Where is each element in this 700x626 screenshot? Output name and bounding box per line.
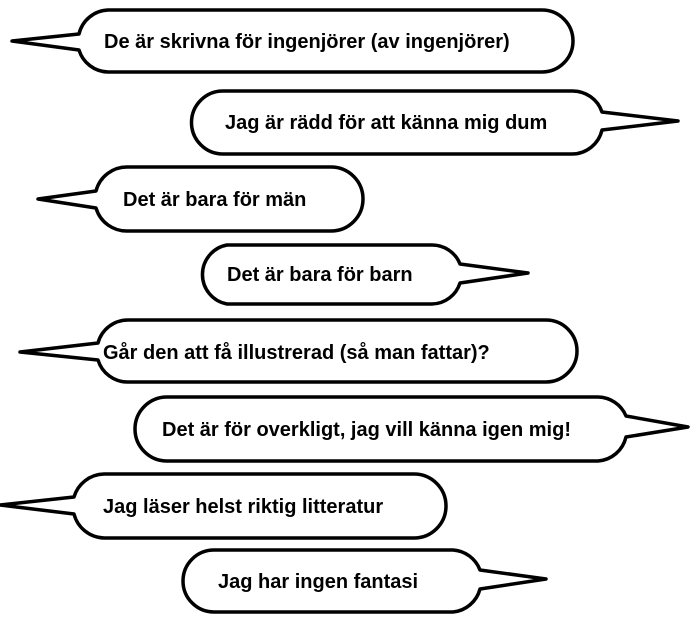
speech-bubble-text: Jag har ingen fantasi bbox=[218, 571, 419, 593]
speech-bubble bbox=[135, 397, 688, 461]
speech-bubble bbox=[183, 550, 546, 612]
speech-bubble bbox=[0, 474, 446, 538]
speech-bubble bbox=[12, 10, 573, 72]
speech-bubble-text: De är skrivna för ingenjörer (av ingenjörer) bbox=[104, 31, 510, 53]
speech-bubble-text: Går den att få illustrerad (så man fattar)? bbox=[103, 342, 490, 364]
speech-bubble-text: Det är bara för barn bbox=[227, 264, 413, 286]
speech-bubble-text: Det är bara för män bbox=[123, 189, 307, 211]
speech-bubble bbox=[192, 91, 679, 154]
speech-bubble bbox=[38, 167, 363, 231]
speech-bubble-text: Jag är rädd för att känna mig dum bbox=[225, 112, 548, 134]
speech-bubble-text: Det är för overkligt, jag vill känna igen mig! bbox=[162, 419, 571, 441]
speech-bubble bbox=[202, 245, 528, 304]
speech-bubble-text: Jag läser helst riktig litteratur bbox=[103, 496, 384, 518]
speech-bubble bbox=[20, 320, 577, 382]
